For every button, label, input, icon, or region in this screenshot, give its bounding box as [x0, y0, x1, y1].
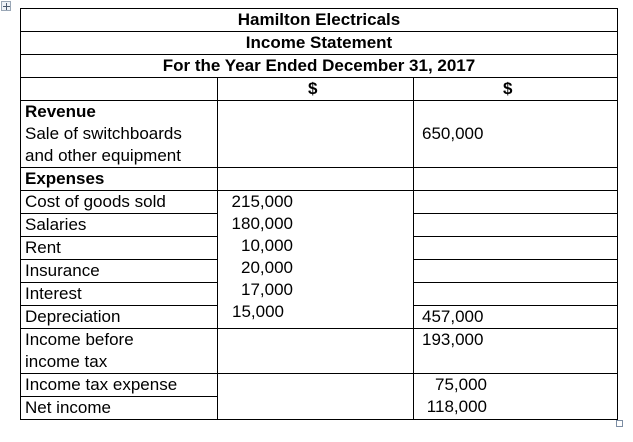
- expense-amount: 10,000: [241, 236, 293, 255]
- statement-period: For the Year Ended December 31, 2017: [21, 55, 618, 78]
- net-income-value: 118,000: [426, 397, 487, 416]
- income-before-tax-label-cell: [21, 329, 218, 374]
- header-row-company: [21, 9, 618, 32]
- table-resize-handle-icon[interactable]: [616, 420, 623, 427]
- total-expenses: 457,000: [414, 306, 618, 329]
- statement-title: Income Statement: [21, 32, 618, 55]
- income-before-tax-col2: [218, 329, 414, 374]
- expense-amount: 17,000: [241, 280, 293, 299]
- currency-col3: $: [414, 78, 618, 101]
- expense-row: [21, 191, 618, 214]
- income-before-tax-row: [21, 329, 618, 374]
- expense-label: Interest: [21, 283, 218, 306]
- revenue-heading: Revenue: [25, 102, 96, 121]
- income-before-tax-value: 193,000: [414, 329, 618, 374]
- income-before-tax-label-line2: income tax: [25, 352, 108, 371]
- net-income-label: Net income: [21, 397, 218, 420]
- expense-col3-empty: [414, 191, 618, 214]
- expense-col3-empty: [414, 260, 618, 283]
- expense-label: Insurance: [21, 260, 218, 283]
- expenses-heading: Expenses: [21, 168, 218, 191]
- revenue-value: 650,000: [422, 124, 484, 143]
- expense-label: Depreciation: [21, 306, 218, 329]
- currency-col2: $: [218, 78, 414, 101]
- expense-amount: 20,000: [241, 258, 293, 277]
- currency-row: [21, 78, 618, 101]
- header-row-period: [21, 55, 618, 78]
- revenue-label-line1: Sale of switchboards: [25, 124, 182, 143]
- income-tax-row: [21, 374, 618, 397]
- tax-net-values-cell: [414, 374, 618, 420]
- expense-amount: 215,000: [231, 192, 293, 211]
- expenses-heading-col3: [414, 168, 618, 191]
- expense-amount: 180,000: [231, 214, 293, 233]
- expense-label: Rent: [21, 237, 218, 260]
- expense-col3-empty: [414, 283, 618, 306]
- expense-col3-empty: [414, 237, 618, 260]
- table-move-handle-icon[interactable]: [1, 1, 11, 11]
- revenue-value-cell: [414, 101, 618, 168]
- currency-blank-cell: [21, 78, 218, 101]
- header-row-title: [21, 32, 618, 55]
- revenue-label-cell: [21, 101, 218, 168]
- tax-net-col2: [218, 374, 414, 420]
- expense-label: Salaries: [21, 214, 218, 237]
- income-statement-table: [20, 8, 618, 420]
- company-name: Hamilton Electricals: [21, 9, 618, 32]
- expense-label: Cost of goods sold: [21, 191, 218, 214]
- expense-amount: 15,000: [232, 302, 284, 321]
- revenue-col2: [218, 101, 414, 168]
- revenue-label-line2: and other equipment: [25, 146, 181, 165]
- income-tax-label: Income tax expense: [21, 374, 218, 397]
- revenue-row: [21, 101, 618, 168]
- expenses-heading-row: [21, 168, 618, 191]
- expense-amounts-cell: [218, 191, 414, 329]
- income-before-tax-label-line1: Income before: [25, 330, 134, 349]
- expenses-heading-col2: [218, 168, 414, 191]
- expense-col3-empty: [414, 214, 618, 237]
- income-tax-value: 75,000: [435, 375, 487, 394]
